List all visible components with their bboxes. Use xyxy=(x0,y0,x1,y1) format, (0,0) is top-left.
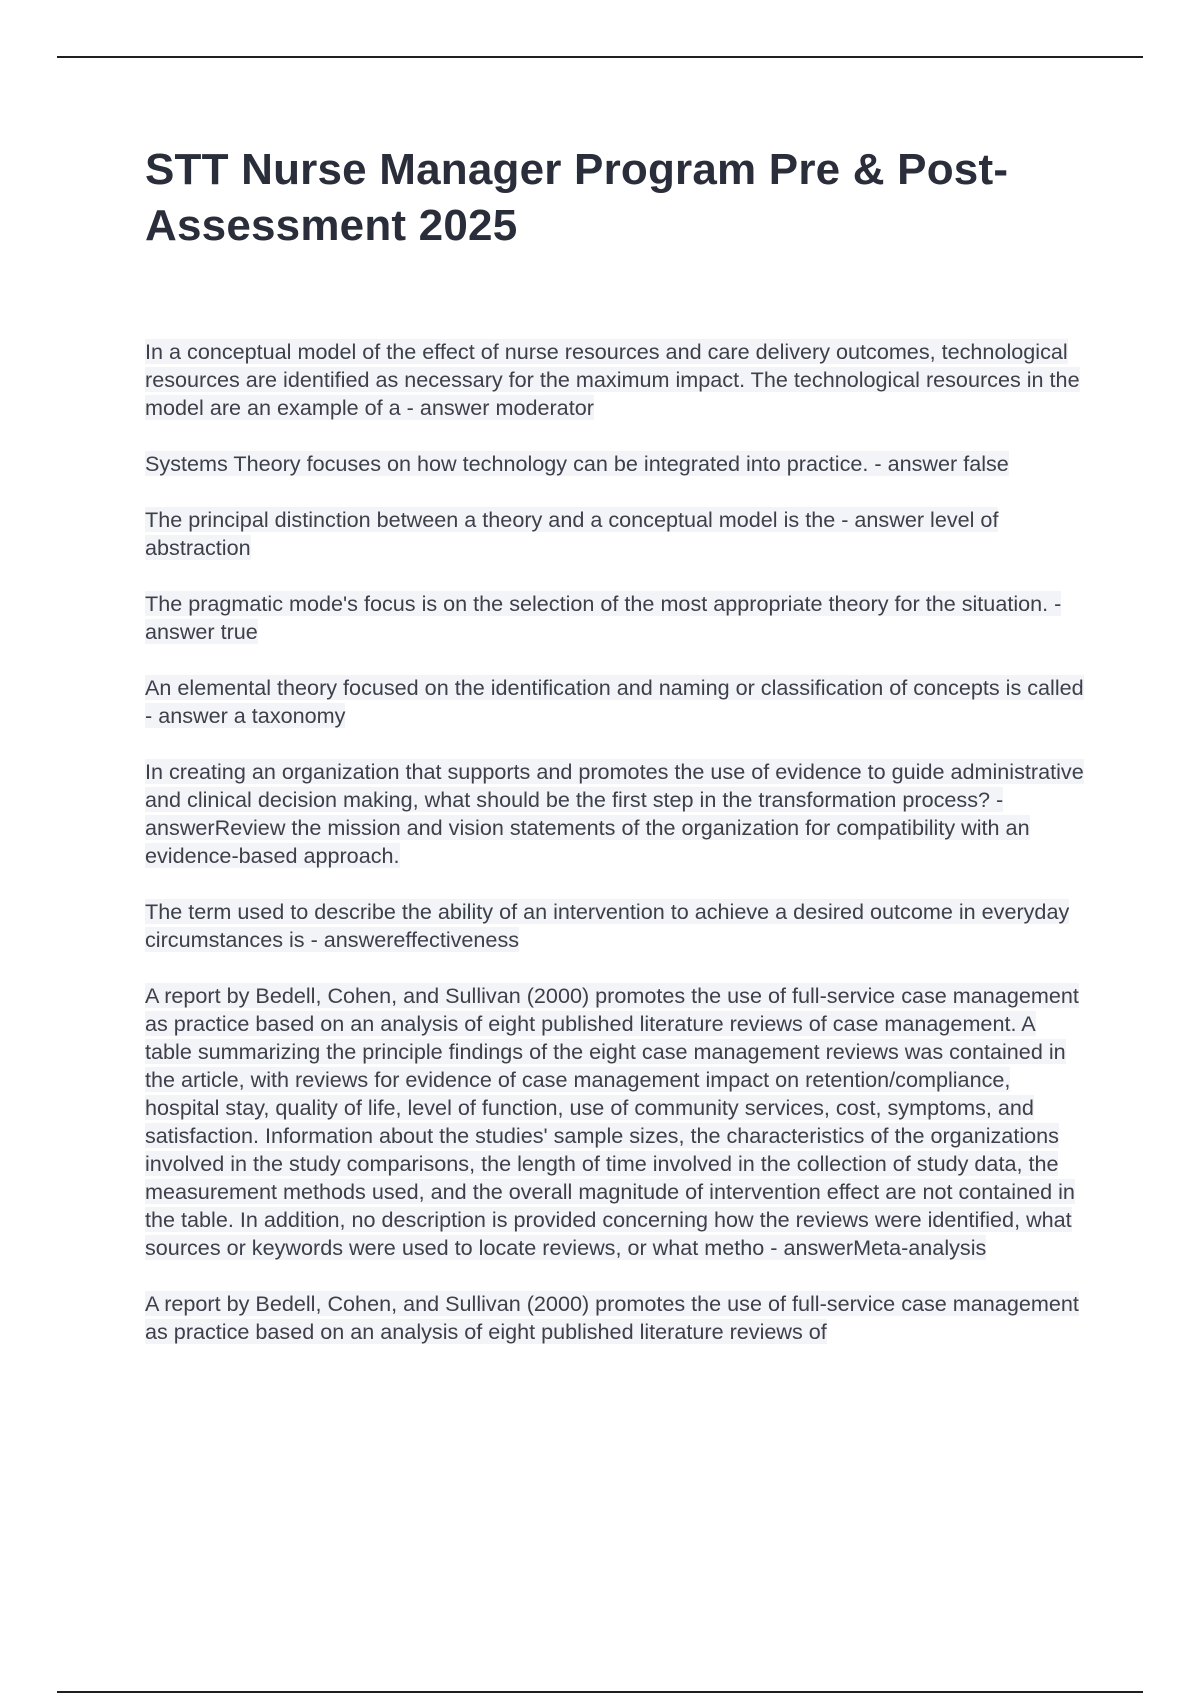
qa-entry xyxy=(145,590,1085,646)
qa-entry-text: Systems Theory focuses on how technology can be integrated into practice. - answer false xyxy=(145,451,1009,476)
qa-entry xyxy=(145,898,1085,954)
qa-entry-text: The term used to describe the ability of an intervention to achieve a desired outcome in everyday circumstances is - answereffectiveness xyxy=(145,899,1070,952)
bottom-divider xyxy=(57,1691,1143,1693)
qa-entry xyxy=(145,674,1085,730)
top-divider xyxy=(57,56,1143,58)
qa-entry xyxy=(145,982,1085,1262)
qa-entry xyxy=(145,450,1085,478)
qa-entry-text: The pragmatic mode's focus is on the selection of the most appropriate theory for the situation. - answer true xyxy=(145,591,1062,644)
qa-entry-text: A report by Bedell, Cohen, and Sullivan (2000) promotes the use of full-service case management as practice based on an analysis of eight published literature reviews of case management. A table summarizing the principle findings of the eight case management reviews was contained in the article, with reviews for evidence of case management impact on retention/compliance, hospital stay, quality of life, level of function, use of community services, cost, symptoms, and satisfaction. Information about the studies' sample sizes, the characteristics of the organizations involved in the study comparisons, the length of time involved in the collection of study data, the measurement methods used, and the overall magnitude of intervention effect are not contained in the table. In addition, no description is provided concerning how the reviews were identified, what sources or keywords were used to locate reviews, or what metho - answerMeta-analysis xyxy=(145,983,1079,1260)
qa-entry xyxy=(145,338,1085,422)
qa-entry-text: A report by Bedell, Cohen, and Sullivan (2000) promotes the use of full-service case management as practice based on an analysis of eight published literature reviews of xyxy=(145,1291,1079,1344)
qa-entry xyxy=(145,1290,1085,1346)
document-body xyxy=(145,338,1085,1374)
qa-entry xyxy=(145,758,1085,870)
qa-entry xyxy=(145,506,1085,562)
qa-entry-text: The principal distinction between a theory and a conceptual model is the - answer level of abstraction xyxy=(145,507,999,560)
page-title: STT Nurse Manager Program Pre & Post-Assessment 2025 xyxy=(145,145,1009,250)
qa-entry-text: An elemental theory focused on the identification and naming or classification of concepts is called - answer a taxonomy xyxy=(145,675,1084,728)
qa-entry-text: In a conceptual model of the effect of nurse resources and care delivery outcomes, technological resources are identified as necessary for the maximum impact. The technological resources in the model are an example of a - answer moderator xyxy=(145,339,1080,420)
qa-entry-text: In creating an organization that supports and promotes the use of evidence to guide administrative and clinical decision making, what should be the first step in the transformation process? - answerReview the mission and vision statements of the organization for compatibility with an evidence-based approach. xyxy=(145,759,1084,868)
